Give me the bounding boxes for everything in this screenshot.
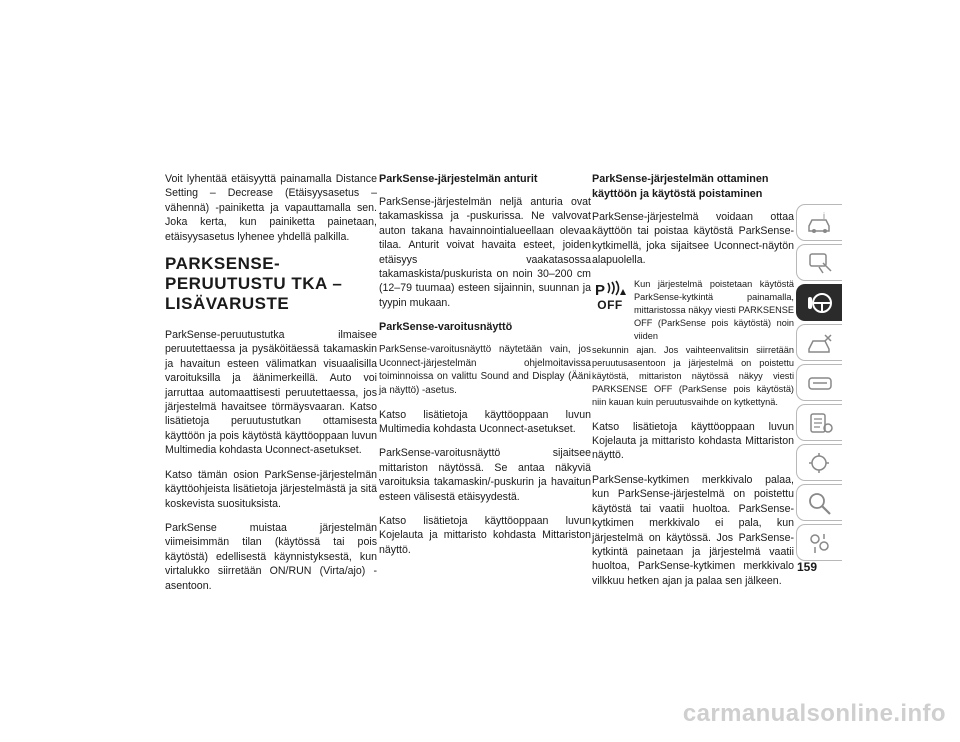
search-icon	[805, 489, 835, 517]
chapter-tabs	[796, 204, 842, 564]
subsection-heading: ParkSense-järjestelmän anturit	[379, 173, 538, 185]
tab-multimedia[interactable]	[796, 524, 842, 561]
notice-text-continued: sekunnin ajan. Jos vaihteenvalitsin siirretään peruutusasentoon ja järjestelmä on poistettu käytöstä, mittariston näytössä näkyy viesti PARKSENSE OFF (ParkSense pois käytöstä) niin kauan kuin peruutusvaihde on kytkettynä.	[592, 344, 794, 408]
tab-vehicle-features[interactable]	[796, 244, 842, 281]
subsection-heading: ParkSense-varoitusnäyttö	[379, 321, 513, 334]
paragraph: ParkSense-varoitusnäyttö sijaitsee mittariston näytössä. Se antaa näkyviä varoituksia takamaskin/-puskurin ja havaitun esteen välisestä etäisyydestä.	[379, 447, 591, 503]
subsection-heading: ParkSense-järjestelmän ottaminen käyttöön ja käytöstä poistaminen	[592, 173, 769, 200]
column-left	[165, 172, 377, 603]
icon-off-label: OFF	[597, 297, 623, 312]
svg-text:P: P	[595, 281, 606, 298]
tab-getting-to-know[interactable]	[796, 284, 842, 321]
multimedia-icon	[805, 529, 835, 557]
paragraph: ParkSense-varoitusnäyttö näytetään vain, jos Uconnect-järjestelmän ohjelmoitavissa toiminnoissa on valittu Sound and Display (Ääni ja näyttö) -asetus.	[379, 344, 591, 397]
tab-servicing[interactable]	[796, 484, 842, 521]
steering-wheel-icon	[805, 289, 835, 317]
paragraph: ParkSense-järjestelmän neljä anturia ovat takamaskissa ja -puskurissa. Ne valvovat auton takana havainnointialueellaan olevaa tilaa. Anturit voivat havaita esteet, joiden etäisyys vaakatasossa takamaskista/puskurista on noin 30–200 cm (12–79 tuumaa) esteen sijainnin, suunnan ja tyypin mukaan.	[379, 196, 591, 309]
tab-car-info[interactable]	[796, 204, 842, 241]
tab-starting-driving[interactable]	[796, 364, 842, 401]
paragraph: Katso lisätietoja käyttöoppaan luvun Kojelauta ja mittaristo kohdasta Mittariston näyttö.	[592, 420, 794, 462]
paragraph: ParkSense-peruutustutka ilmaisee peruutettaessa ja pysäköitäessä takamaskin ja havaitun esteen välimatkan visuaalisilla varoituksilla ja äänimerkeillä. Auto voi jarruttaa automaattisesti peruutettaessa, jos järjestelmä havaitsee törmäysvaaran. Katso lisätietoja peruutustutkan ottamisesta käyttöön ja pois käytöstä käyttöoppaan luvun Multimedia kohdasta Uconnect-asetukset.	[165, 329, 377, 457]
svg-text:i: i	[822, 210, 825, 221]
paragraph: Voit lyhentää etäisyyttä painamalla Distance Setting – Decrease (Etäisyysasetus – vähennä) -painiketta ja vapauttamalla sen. Joka kerta, kun painiketta painetaan, etäisyysasetus lyhenee yhdellä palkilla.	[165, 173, 377, 243]
warning-lights-icon	[805, 409, 835, 437]
emergency-icon	[805, 449, 835, 477]
column-middle	[379, 172, 591, 567]
parksense-off-icon	[592, 280, 628, 314]
vehicle-features-icon	[805, 249, 835, 277]
paragraph: Katso lisätietoja käyttöoppaan luvun Kojelauta ja mittaristo kohdasta Mittariston näyttö.	[379, 515, 591, 556]
notice-text: Kun järjestelmä poistetaan käytöstä ParkSense-kytkintä painamalla, mittaristossa näkyy viesti PARKSENSE OFF (ParkSense pois käytöstä) noin viiden	[634, 278, 794, 342]
tab-safety[interactable]	[796, 324, 842, 361]
tab-warning-lights[interactable]	[796, 404, 842, 441]
paragraph: Katso tämän osion ParkSense-järjestelmän käyttöohjeista lisätietoja järjestelmästä ja sitä koskevista suosituksista.	[165, 468, 377, 510]
car-info-icon	[805, 209, 835, 237]
page-number: 159	[797, 560, 818, 574]
paragraph: ParkSense muistaa järjestelmän viimeisimmän tilan (käytössä tai pois käytöstä) edellisestä käynnistyksestä, kun virtalukko siirretään ON/RUN (Virta/ajo) -asentoon.	[165, 521, 377, 592]
starting-driving-icon	[805, 369, 835, 397]
parksense-off-notice	[592, 278, 794, 410]
paragraph: Katso lisätietoja käyttöoppaan luvun Multimedia kohdasta Uconnect-asetukset.	[379, 408, 591, 436]
safety-icon	[805, 329, 835, 357]
column-right	[592, 172, 794, 598]
paragraph: ParkSense-kytkimen merkkivalo palaa, kun ParkSense-järjestelmä on poistettu käytöstä tai vaatii huoltoa. ParkSense-kytkimen merkkivalo ei pala, kun järjestelmä on käytössä. Jos ParkSense-kytkintä painetaan ja järjestelmä vaatii huoltoa, ParkSense-kytkimen merkkivalo vilkkuu hetken ajan ja palaa sen jälkeen.	[592, 473, 794, 587]
tab-emergency[interactable]	[796, 444, 842, 481]
paragraph: ParkSense-järjestelmä voidaan ottaa käyttöön tai poistaa käytöstä ParkSense-kytkimellä, joka sijaitsee Uconnect-näytön alapuolella.	[592, 211, 794, 267]
section-heading: PARKSENSE-PERUUTUSTU TKA – LISÄVARUSTE	[165, 254, 343, 314]
watermark: carmanualsonline.info	[682, 700, 946, 727]
